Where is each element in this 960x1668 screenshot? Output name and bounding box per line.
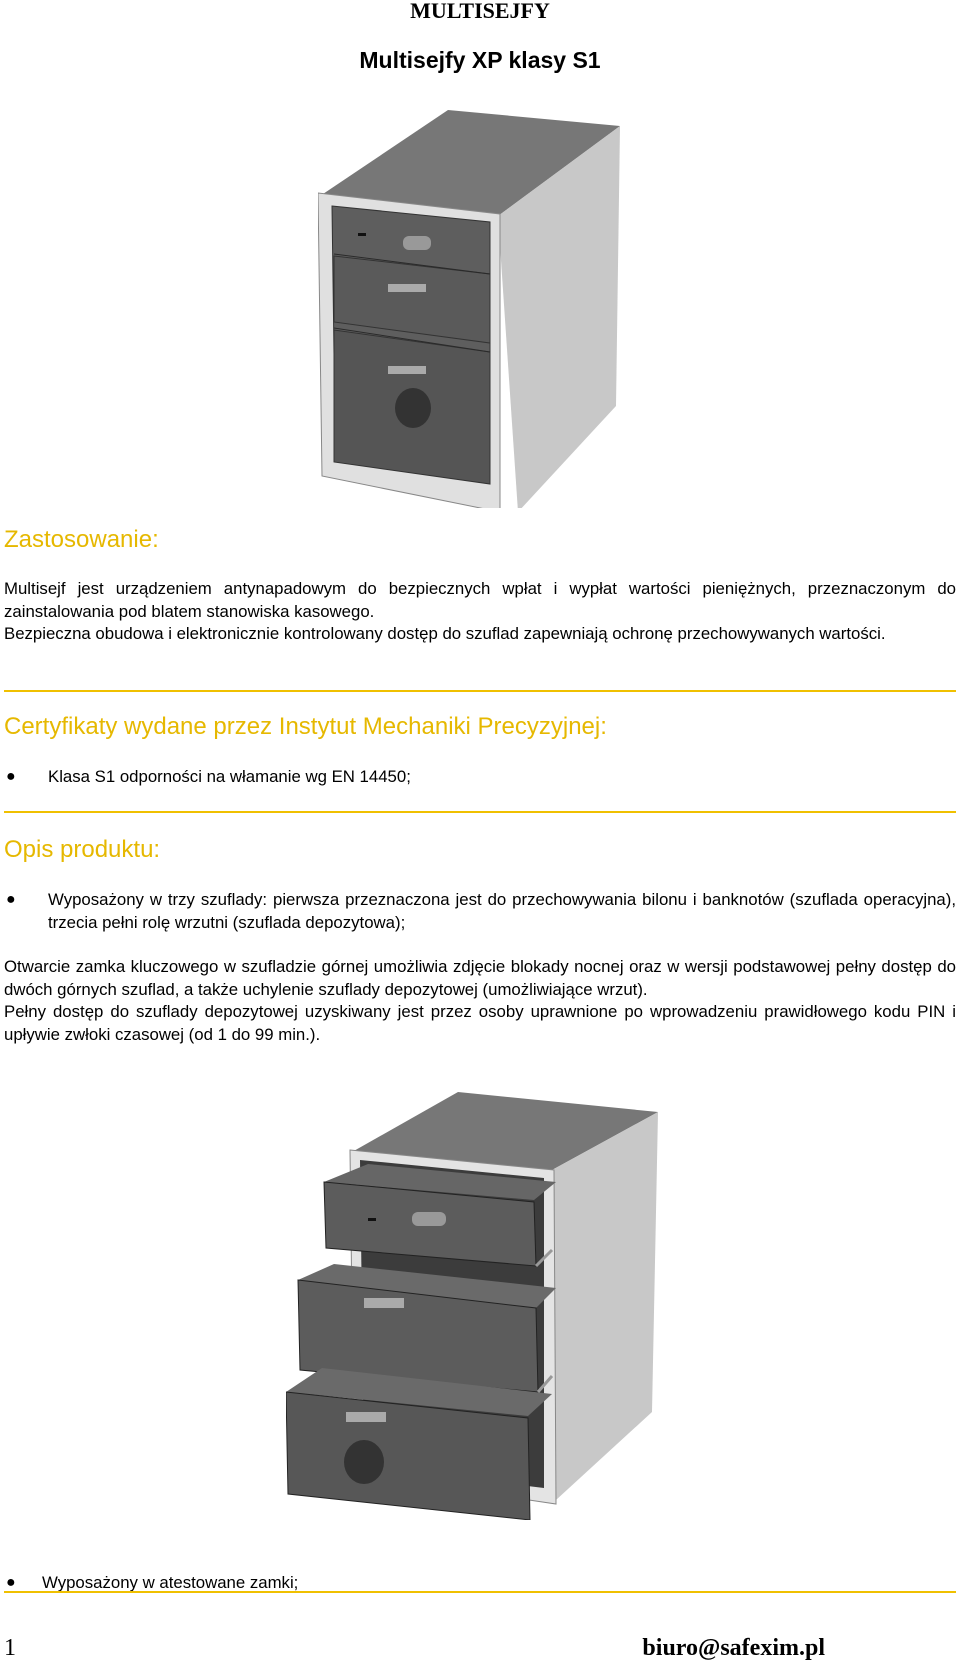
footer-email[interactable]: biuro@safexim.pl xyxy=(642,1635,825,1661)
document-title: MULTISEJFY xyxy=(410,0,550,23)
opis-paragraph-2: Pełny dostęp do szuflady depozytowej uzyskiwany jest przez osoby uprawnione po wprowadzeniu prawidłowego kodu PIN i upływie zwłoki czasowej (od 1 do 99 min.). xyxy=(4,1002,956,1044)
zastosowanie-paragraph-2: Bezpieczna obudowa i elektronicznie kontrolowany dostęp do szuflad zapewniają ochronę przechowywanych wartości. xyxy=(4,624,886,643)
open-safe-image xyxy=(286,1090,666,1520)
bullet-icon: ● xyxy=(6,1574,16,1591)
section-heading-opis: Opis produktu: xyxy=(4,836,161,863)
divider xyxy=(4,1591,956,1593)
product-title: Multisejfy XP klasy S1 xyxy=(359,47,601,73)
closed-safe-image xyxy=(318,108,628,508)
bullet-icon: ● xyxy=(6,891,16,908)
opis-list-item: Wyposażony w trzy szuflady: pierwsza przeznaczona jest do przechowywania bilonu i banknotów (szuflada operacyjna), trzecia pełni rolę wrzutni (szuflada depozytowa); xyxy=(48,890,956,932)
section-heading-certyfikaty: Certyfikaty wydane przez Instytut Mechaniki Precyzyjnej: xyxy=(4,713,607,740)
opis-paragraph-1: Otwarcie zamka kluczowego w szufladzie górnej umożliwia zdjęcie blokady nocnej oraz w wersji podstawowej pełny dostęp do dwóch górnych szuflad, a także uchylenie szuflady depozytowej (umożliwiające wrzut). xyxy=(4,957,956,999)
zastosowanie-text xyxy=(4,578,956,646)
opis-text xyxy=(4,956,956,1046)
bullet-icon: ● xyxy=(6,768,16,785)
divider xyxy=(4,811,956,813)
page-number: 1 xyxy=(4,1635,16,1661)
certyfikaty-list-item: Klasa S1 odporności na włamanie wg EN 14450; xyxy=(48,767,411,786)
zastosowanie-paragraph-1: Multisejf jest urządzeniem antynapadowym do bezpiecznych wpłat i wypłat wartości pieniężnych, przeznaczonym do zainstalowania pod blatem stanowiska kasowego. xyxy=(4,579,956,621)
section-heading-zastosowanie: Zastosowanie: xyxy=(4,526,159,553)
extra-list-item: Wyposażony w atestowane zamki; xyxy=(42,1573,299,1592)
divider xyxy=(4,690,956,692)
